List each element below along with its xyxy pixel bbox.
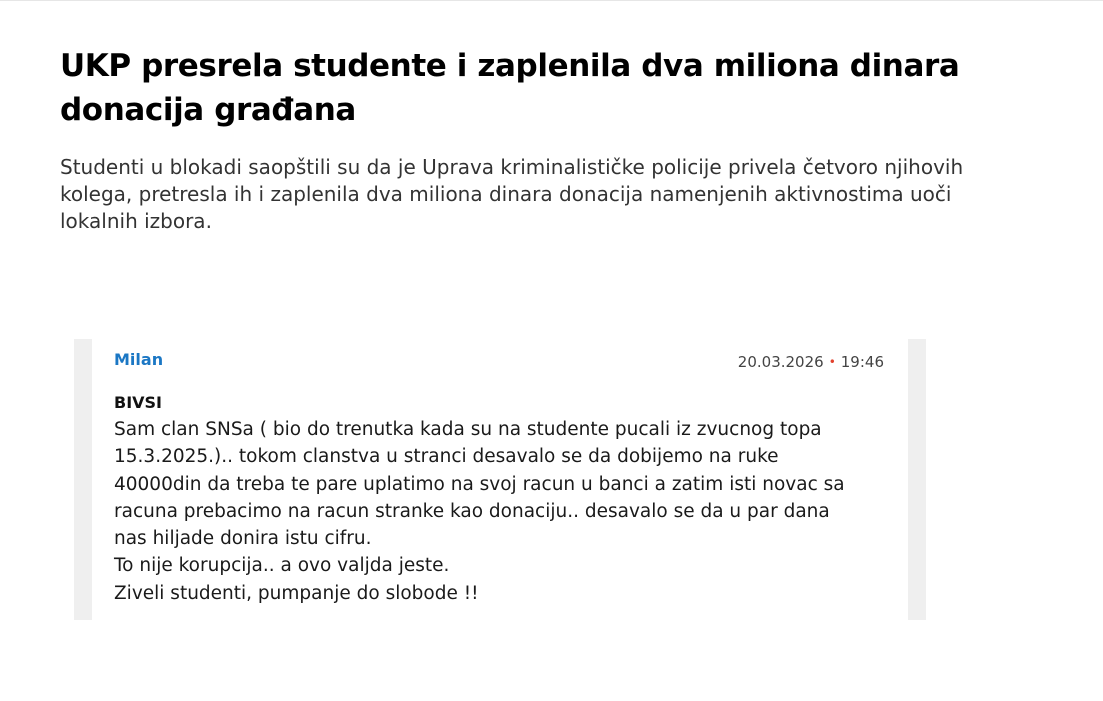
comment-line: To nije korupcija.. a ovo valjda jeste. [114, 555, 450, 577]
comment-content [114, 349, 884, 607]
comment-body [114, 416, 884, 607]
headline-line-1[interactable]: UKP presrela studente i zaplenila dva miliona dinara [60, 48, 960, 84]
comment-card [74, 339, 926, 620]
lead-line-2: kolega, pretresla ih i zaplenila dva miliona dinara donacija namenjenih aktivnostima uoči [60, 182, 952, 206]
comment-line: 15.3.2025.).. tokom clanstva u stranci desavalo se da dobijemo na ruke [114, 446, 779, 468]
comment-author[interactable]: Milan [114, 350, 164, 369]
separator-dot-icon: • [828, 355, 836, 369]
article-header [60, 44, 1080, 235]
comment-line: nas hiljade donira istu cifru. [114, 528, 372, 550]
article-headline[interactable] [60, 44, 1050, 132]
comment-line: racuna prebacimo na racun stranke kao donaciju.. desavalo se da u par dana [114, 500, 830, 522]
headline-line-2[interactable]: donacija građana [60, 92, 356, 128]
comment-time: 19:46 [840, 353, 884, 371]
lead-line-1: Studenti u blokadi saopštili su da je Uprava kriminalističke policije privela četvoro njihovih [60, 155, 964, 179]
lead-line-3: lokalnih izbora. [60, 209, 212, 233]
comment-date: 20.03.2026 [737, 353, 824, 371]
article-lead [60, 154, 1080, 235]
comment-header [114, 349, 884, 375]
comment-line: Ziveli studenti, pumpanje do slobode !! [114, 582, 479, 604]
comment-meta [738, 351, 884, 374]
comment-title: BIVSI [114, 393, 163, 412]
comment-line: Sam clan SNSa ( bio do trenutka kada su na studente pucali iz zvucnog topa [114, 419, 822, 440]
top-divider [0, 0, 1103, 1]
comment-line: 40000din da treba te pare uplatimo na svoj racun u banci a zatim isti novac sa [114, 473, 845, 495]
